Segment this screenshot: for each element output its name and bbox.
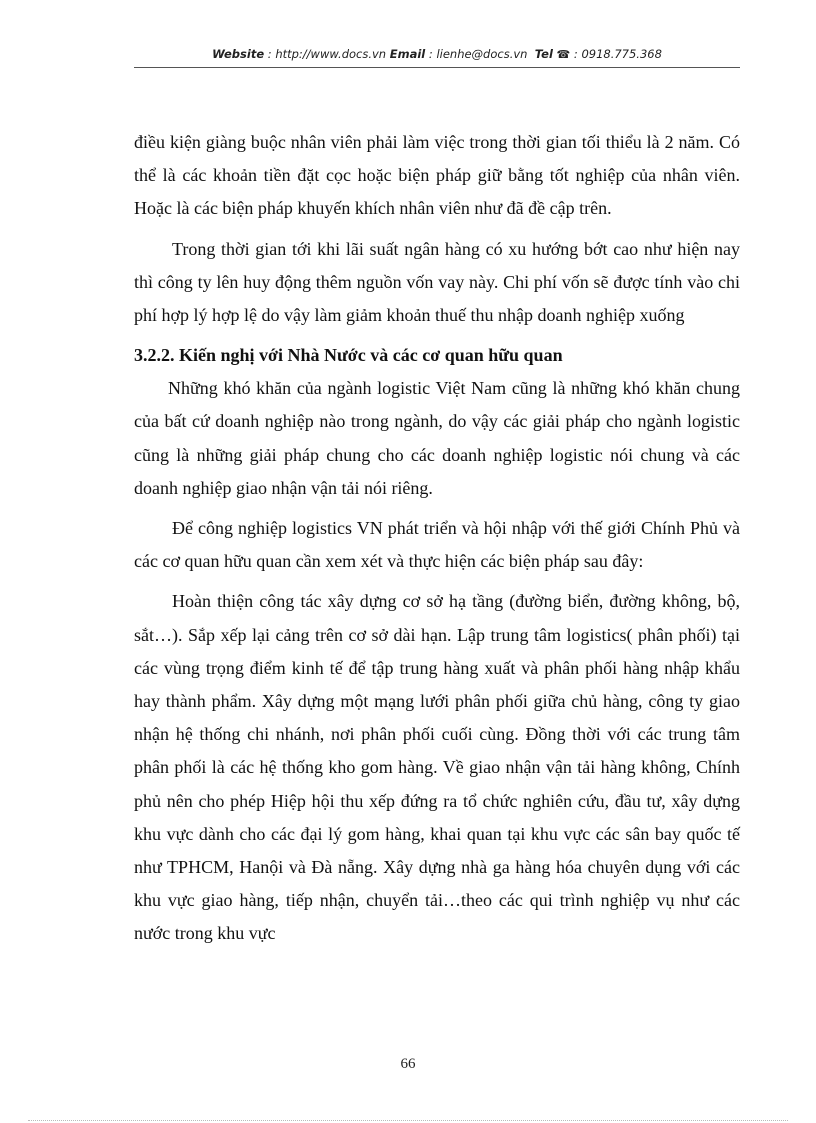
section-paragraph-1: Những khó khăn của ngành logistic Việt Nam cũng là những khó khăn chung của bất cứ doanh nghiệp nào trong ngành, do vậy các giải pháp cho ngành logistic cũng là những giải pháp chung cho các doanh nghiệp logistic nói chung và các doanh nghiệp giao nhận vận tải nói riêng. bbox=[134, 378, 740, 498]
tel-sep: : bbox=[570, 47, 582, 61]
section-heading: 3.2.2. Kiến nghị với Nhà Nước và các cơ quan hữu quan bbox=[134, 345, 563, 366]
email-label: Email bbox=[389, 47, 426, 61]
tel-value: 0918.775.368 bbox=[581, 47, 662, 61]
phone-icon: ☎ bbox=[556, 48, 571, 61]
tel-label: Tel bbox=[534, 47, 553, 61]
section-paragraph-2: Để công nghiệp logistics VN phát triển và hội nhập với thế giới Chính Phủ và các cơ quan hữu quan cần xem xét và thực hiện các biện pháp sau đây: bbox=[134, 518, 740, 572]
header-divider bbox=[134, 67, 740, 68]
paragraph-1: điều kiện giàng buộc nhân viên phải làm việc trong thời gian tối thiểu là 2 năm. Có thể là các khoản tiền đặt cọc hoặc biện pháp giữ bằng tốt nghiệp của nhân viên. Hoặc là các biện pháp khuyến khích nhân viên như đã đề cập trên. bbox=[134, 132, 740, 219]
page-number: 66 bbox=[400, 1056, 416, 1072]
document-body bbox=[134, 126, 740, 958]
paragraph-2: Trong thời gian tới khi lãi suất ngân hàng có xu hướng bớt cao như hiện nay thì công ty lên huy động thêm nguồn vốn vay này. Chi phí vốn sẽ được tính vào chi phí hợp lý hợp lệ do vậy làm giảm khoản thuế thu nhập doanh nghiệp xuống bbox=[134, 238, 740, 326]
website-url[interactable]: http://www.docs.vn bbox=[275, 47, 387, 61]
page-bottom-border bbox=[28, 1120, 788, 1121]
email-value[interactable]: lienhe@docs.vn bbox=[436, 47, 528, 61]
website-label: Website bbox=[212, 47, 265, 61]
page-header bbox=[134, 47, 740, 61]
section-paragraph-3: Hoàn thiện công tác xây dựng cơ sở hạ tầng (đường biển, đường không, bộ, sắt…). Sắp xếp lại cảng trên cơ sở dài hạn. Lập trung tâm logistics( phân phối) tại các vùng trọng điểm kinh tế để tập trung hàng xuất và phân phối hàng nhập khẩu hay thành phẩm. Xây dựng một mạng lưới phân phối giữa chủ hàng, công ty giao nhận hệ thống chi nhánh, nơi phân phối cuối cùng. Đồng thời với các trung tâm phân phối là các hệ thống kho gom hàng. Về giao nhận vận tải hàng không, Chính phủ nên cho phép Hiệp hội thu xếp đứng ra tổ chức nghiên cứu, đầu tư, xây dựng khu vực dành cho các đại lý gom hàng, khai quan tại khu vực các sân bay quốc tế như TPHCM, Hanội và Đà nẵng. Xây dựng nhà ga hàng hóa chuyên dụng với các khu vực giao hàng, tiếp nhận, chuyển tải…theo các qui trình nghiệp vụ như các nước trong khu vực bbox=[134, 591, 740, 944]
email-sep: : bbox=[425, 47, 437, 61]
website-sep: : bbox=[264, 47, 276, 61]
